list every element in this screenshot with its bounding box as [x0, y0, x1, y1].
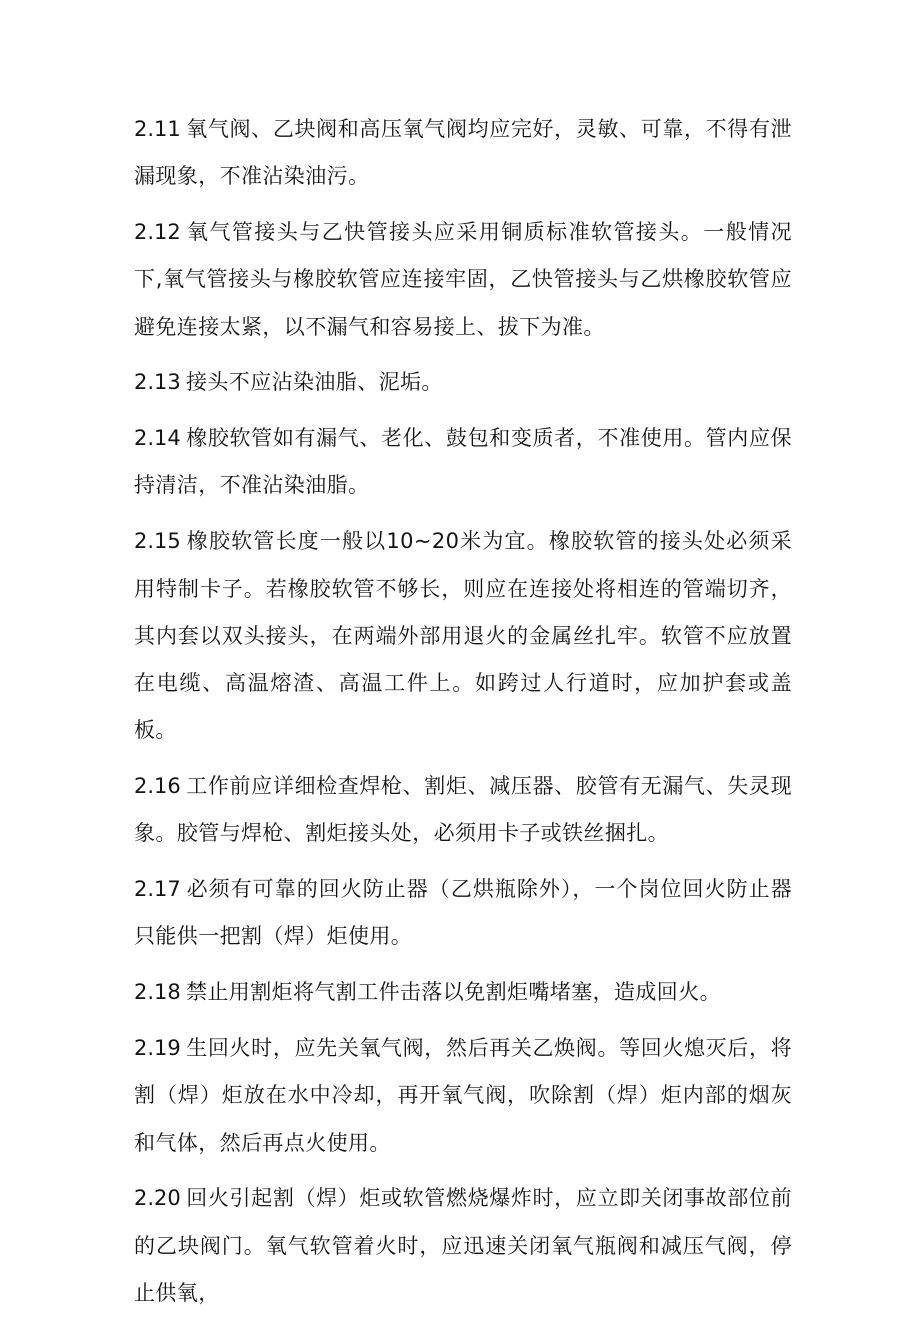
clause-text: 生回火时，应先关氧气阀，然后再关乙焕阀。等回火熄灭后，将割（焊）炬放在水中冷却，再开氧气阀，吹除割（焊）炬内部的烟灰和气体，然后再点火使用。	[134, 1036, 792, 1155]
clause-text: 橡胶软管如有漏气、老化、鼓包和变质者，不准使用。管内应保持清洁，不准沾染油脂。	[134, 426, 792, 498]
paragraph-2-17	[134, 866, 792, 960]
clause-number: 2.14	[134, 426, 181, 451]
paragraph-2-12	[134, 209, 792, 351]
clause-number: 2.12	[134, 220, 181, 245]
clause-number: 2.20	[134, 1186, 181, 1211]
paragraph-2-13	[134, 359, 792, 406]
clause-text: 接头不应沾染油脂、泥垢。	[186, 370, 443, 395]
paragraph-2-11	[134, 106, 792, 200]
clause-number: 2.13	[134, 370, 181, 395]
paragraph-2-19	[134, 1025, 792, 1167]
clause-text: 氧气阀、乙块阀和高压氧气阀均应完好，灵敏、可靠，不得有泄漏现象，不准沾染油污。	[134, 117, 792, 189]
paragraph-2-20	[134, 1175, 792, 1317]
paragraph-2-14	[134, 415, 792, 509]
paragraph-2-16	[134, 763, 792, 857]
clause-number: 2.11	[134, 117, 181, 141]
clause-number: 2.15	[134, 529, 181, 554]
clause-text: 回火引起割（焊）炬或软管燃烧爆炸时，应立即关闭事故部位前的乙块阀门。氧气软管着火时，应迅速关闭氧气瓶阀和减压气阀，停止供氧，	[134, 1186, 792, 1305]
clause-number: 2.19	[134, 1036, 181, 1061]
clause-text: 氧气管接头与乙快管接头应采用铜质标准软管接头。一般情况下,氧气管接头与橡胶软管应连接牢固，乙快管接头与乙烘橡胶软管应避免连接太紧，以不漏气和容易接上、拔下为准。	[134, 220, 792, 339]
clause-text: 橡胶软管长度一般以10~20米为宜。橡胶软管的接头处必须采用特制卡子。若橡胶软管不够长，则应在连接处将相连的管端切齐，其内套以双头接头，在两端外部用退火的金属丝扎牢。软管不应放置在电缆、高温熔渣、高温工件上。如跨过人行道时，应加护套或盖板。	[134, 529, 792, 743]
clause-text: 必须有可靠的回火防止器（乙烘瓶除外），一个岗位回火防止器只能供一把割（焊）炬使用。	[134, 877, 792, 949]
clause-text: 工作前应详细检查焊枪、割炬、减压器、胶管有无漏气、失灵现象。胶管与焊枪、割炬接头处，必须用卡子或铁丝捆扎。	[134, 774, 792, 846]
paragraph-2-15	[134, 518, 792, 754]
clause-text: 禁止用割炬将气割工件击落以免割炬嘴堵塞，造成回火。	[186, 980, 721, 1005]
clause-number: 2.16	[134, 774, 181, 799]
clause-number: 2.18	[134, 980, 181, 1005]
paragraph-2-18	[134, 969, 792, 1016]
clause-number: 2.17	[134, 877, 181, 902]
